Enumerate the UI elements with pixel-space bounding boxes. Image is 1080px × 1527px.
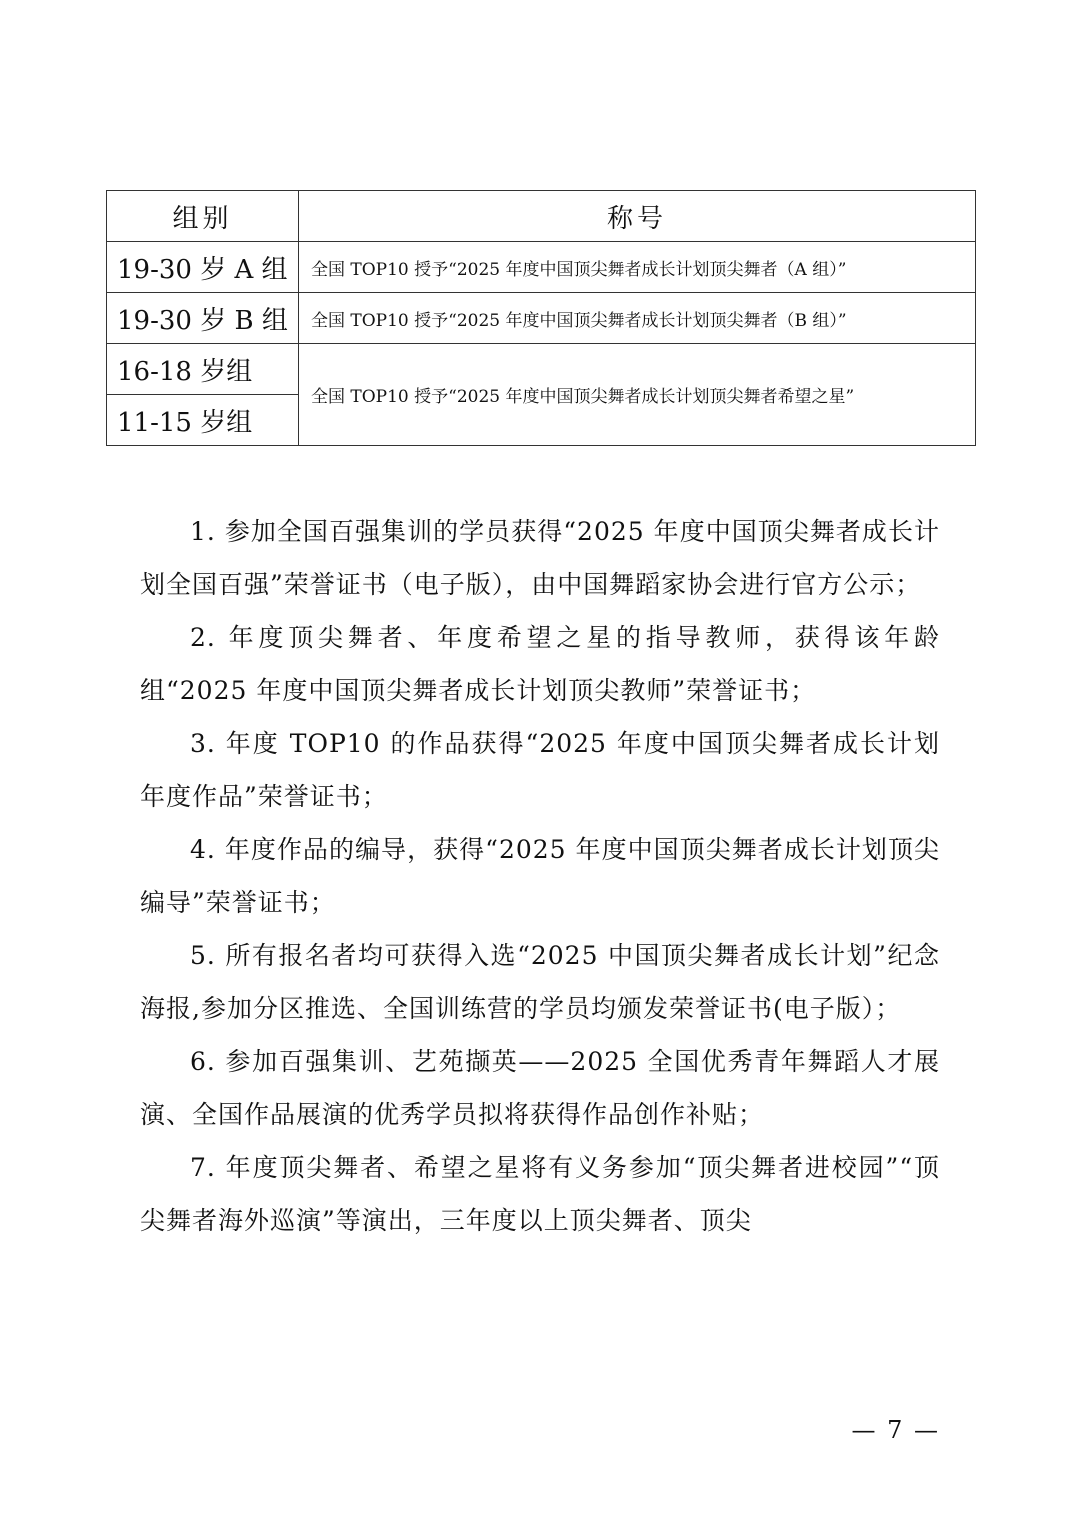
group-cell: 11-15 岁组 [107,395,299,446]
group-cell: 19-30 岁 B 组 [107,293,299,344]
title-cell: 全国 TOP10 授予“2025 年度中国顶尖舞者成长计划顶尖舞者希望之星” [299,344,976,446]
paragraph: 7. 年度顶尖舞者、希望之星将有义务参加“顶尖舞者进校园”“顶尖舞者海外巡演”等演出，三年度以上顶尖舞者、顶尖 [140,1153,940,1235]
paragraph: 2. 年度顶尖舞者、年度希望之星的指导教师，获得该年龄组“2025 年度中国顶尖舞者成长计划顶尖教师”荣誉证书； [140,623,940,705]
body-text [140,505,940,1247]
paragraph: 6. 参加百强集训、艺苑撷英——2025 全国优秀青年舞蹈人才展演、全国作品展演的优秀学员拟将获得作品创作补贴； [140,1047,940,1129]
paragraph: 4. 年度作品的编导，获得“2025 年度中国顶尖舞者成长计划顶尖编导”荣誉证书； [140,835,940,917]
awards-table [106,190,976,446]
paragraph: 1. 参加全国百强集训的学员获得“2025 年度中国顶尖舞者成长计划全国百强”荣誉证书（电子版），由中国舞蹈家协会进行官方公示； [140,517,940,599]
page-number: — 7 — [851,1416,940,1444]
table-header-row [107,191,976,242]
table-row [107,344,976,395]
group-cell: 16-18 岁组 [107,344,299,395]
title-cell: 全国 TOP10 授予“2025 年度中国顶尖舞者成长计划顶尖舞者（A 组）” [299,242,976,293]
paragraph: 5. 所有报名者均可获得入选“2025 中国顶尖舞者成长计划”纪念海报,参加分区推选、全国训练营的学员均颁发荣誉证书(电子版）； [140,941,940,1023]
header-title: 称号 [299,191,976,242]
table-row [107,242,976,293]
header-group: 组别 [107,191,299,242]
table-row [107,293,976,344]
paragraph: 3. 年度 TOP10 的作品获得“2025 年度中国顶尖舞者成长计划年度作品”荣誉证书； [140,729,940,811]
group-cell: 19-30 岁 A 组 [107,242,299,293]
title-cell: 全国 TOP10 授予“2025 年度中国顶尖舞者成长计划顶尖舞者（B 组）” [299,293,976,344]
